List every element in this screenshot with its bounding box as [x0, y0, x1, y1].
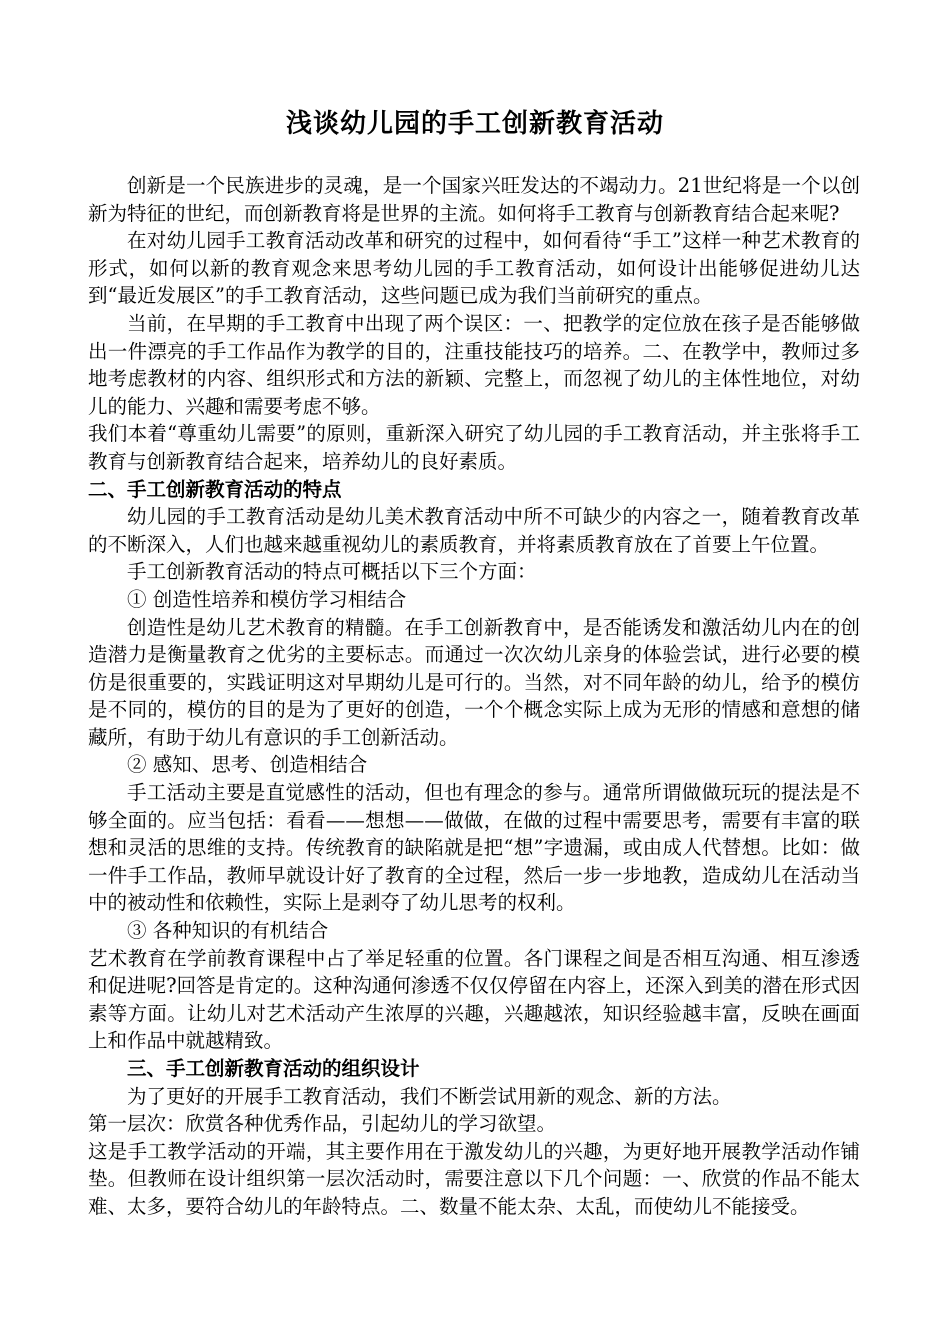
- paragraph-features-summary: 手工创新教育活动的特点可概括以下三个方面：: [127, 560, 537, 584]
- paragraph-perception: 手工活动主要是直觉感性的活动，但也有理念的参与。通常所谓做做玩玩的提法是不够全面的。应当包括：看看——想想——做做，在做的过程中需要思考，需要有丰富的联想和灵活的思维的支持。传统教育的缺陷就是把“想”字遗漏，或由成人代替想。比如：做一件手工作品，教师早就设计好了教育的全过程，然后一步一步地教，造成幼儿在活动当中的被动性和依赖性，实际上是剥夺了幼儿思考的权利。: [88, 781, 860, 915]
- paragraph-level-one-detail: 这是手工教学活动的开端，其主要作用在于激发幼儿的兴趣，为更好地开展教学活动作铺垫。但教师在设计组织第一层次活动时，需要注意以下几个问题：一、欣赏的作品不能太难、太多，要符合幼儿的年龄特点。二、数量不能太杂、太乱，而使幼儿不能接受。: [88, 1139, 860, 1218]
- paragraph-research: 在对幼儿园手工教育活动改革和研究的过程中，如何看待“手工”这样一种艺术教育的形式，如何以新的教育观念来思考幼儿园的手工教育活动，如何设计出能够促进幼儿达到“最近发展区”的手工教育活动，这些问题已成为我们当前研究的重点。: [88, 229, 860, 308]
- list-item-heading-1: ① 创造性培养和模仿学习相结合: [127, 587, 407, 611]
- paragraph-knowledge: 艺术教育在学前教育课程中占了举足轻重的位置。各门课程之间是否相互沟通、相互渗透和促进呢?回答是肯定的。这种沟通何渗透不仅仅停留在内容上，还深入到美的潜在形式因素等方面。让幼儿对艺术活动产生浓厚的兴趣，兴趣越浓，知识经验越丰富，反映在画面上和作品中就越精致。: [88, 946, 860, 1053]
- paragraph-principle: 我们本着“尊重幼儿需要”的原则，重新深入研究了幼儿园的手工教育活动，并主张将手工教育与创新教育结合起来，培养幼儿的良好素质。: [88, 422, 860, 473]
- list-item-heading-3: ③ 各种知识的有机结合: [127, 919, 329, 943]
- section-heading-design: 三、手工创新教育活动的组织设计: [127, 1057, 420, 1080]
- paragraph-design-intro: 为了更好的开展手工教育活动，我们不断尝试用新的观念、新的方法。: [127, 1084, 732, 1108]
- list-item-heading-2: ② 感知、思考、创造相结合: [127, 753, 368, 777]
- paragraph-intro: 创新是一个民族进步的灵魂，是一个国家兴旺发达的不竭动力。21世纪将是一个以创新为特征的世纪，而创新教育将是世界的主流。如何将手工教育与创新教育结合起来呢?: [88, 174, 860, 225]
- paragraph-creativity: 创造性是幼儿艺术教育的精髓。在手工创新教育中，是否能诱发和激活幼儿内在的创造潜力是衡量教育之优劣的主要标志。而通过一次次幼儿亲身的体验尝试，进行必要的模仿是很重要的，实践证明这对早期幼儿是可行的。当然，对不同年龄的幼儿，给予的模仿是不同的，模仿的目的是为了更好的创造，一个个概念实际上成为无形的情感和意想的储藏所，有助于幼儿有意识的手工创新活动。: [88, 615, 860, 749]
- paragraph-features-intro: 幼儿园的手工教育活动是幼儿美术教育活动中所不可缺少的内容之一，随着教育改革的不断深入，人们也越来越重视幼儿的素质教育，并将素质教育放在了首要上午位置。: [88, 505, 860, 556]
- document-title: 浅谈幼儿园的手工创新教育活动: [285, 109, 664, 139]
- section-heading-features: 二、手工创新教育活动的特点: [88, 477, 342, 501]
- document-body: [88, 172, 860, 1221]
- paragraph-misconceptions: 当前，在早期的手工教育中出现了两个误区：一、把教学的定位放在孩子是否能够做出一件漂亮的手工作品作为教学的目的，注重技能技巧的培养。二、在教学中，教师过多地考虑教材的内容、组织形式和方法的新颖、完整上，而忽视了幼儿的主体性地位，对幼儿的能力、兴趣和需要考虑不够。: [88, 311, 860, 418]
- paragraph-level-one: 第一层次：欣赏各种优秀作品，引起幼儿的学习欲望。: [88, 1112, 557, 1136]
